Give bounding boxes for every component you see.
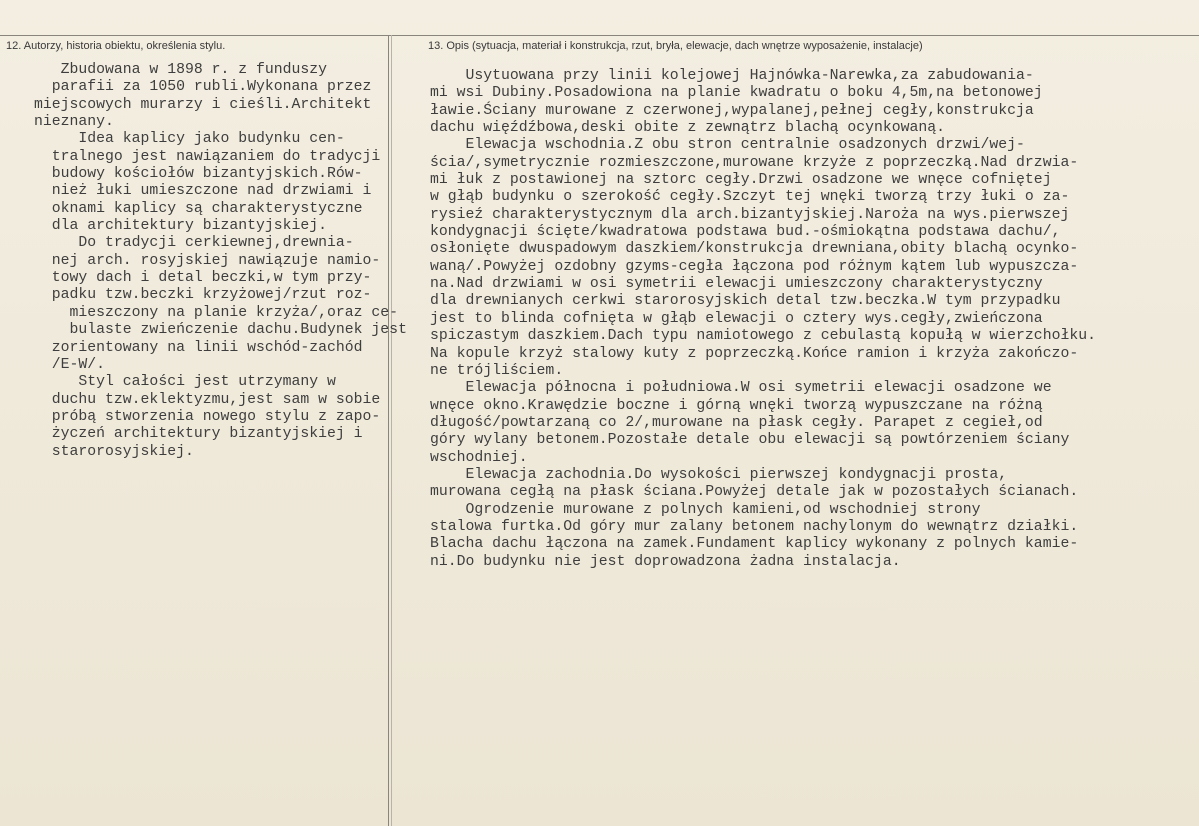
text-line: nież łuki umieszczone nad drzwiami i <box>34 183 372 200</box>
text-line: nieznany. <box>34 114 114 131</box>
text-line: Idea kaplicy jako budynku cen- <box>34 131 345 148</box>
text-line: ścia/,symetrycznie rozmieszczone,murowane krzyże z poprzeczką.Nad drzwia- <box>430 154 1079 171</box>
description-text-column <box>430 68 1096 571</box>
text-line: góry wylany betonem.Pozostałe detale obu elewacji są powtórzeniem ściany <box>430 432 1070 449</box>
text-line: nej arch. rosyjskiej nawiązuje namio- <box>34 252 381 269</box>
text-line: wschodniej. <box>430 449 528 466</box>
text-line: dla drewnianych cerkwi starorosyjskich detal tzw.beczka.W tym przypadku <box>430 293 1061 310</box>
text-line: ni.Do budynku nie jest doprowadzona żadna instalacja. <box>430 553 901 570</box>
text-line: dla architektury bizantyjskiej. <box>34 218 328 235</box>
text-line: zorientowany na linii wschód-zachód <box>34 339 363 356</box>
top-rule <box>0 35 1199 36</box>
text-line: próbą stworzenia nowego stylu z zapo- <box>34 408 381 425</box>
text-line: mi wsi Dubiny.Posadowiona na planie kwadratu o boku 4,5m,na betonowej <box>430 85 1043 102</box>
text-line: miejscowych murarzy i cieśli.Architekt <box>34 96 372 113</box>
text-line: tralnego jest nawiązaniem do tradycji <box>34 148 381 165</box>
text-line: mi łuk z postawionej na sztorc cegły.Drzwi osadzone we wnęce cofniętej <box>430 172 1052 189</box>
text-line: budowy kościołów bizantyjskich.Rów- <box>34 166 363 183</box>
text-line: mieszczony na planie krzyża/,oraz ce- <box>34 304 399 321</box>
text-line: stalowa furtka.Od góry mur zalany betonem nachylonym do wewnątrz działki. <box>430 518 1079 535</box>
text-line: rysieź charakterystycznym dla arch.bizantyjskiej.Naroża na wys.pierwszej <box>430 206 1070 223</box>
text-line: Elewacja północna i południowa.W osi symetrii elewacji osadzone we <box>430 380 1052 397</box>
text-line: ławie.Ściany murowane z czerwonej,wypalanej,pełnej cegły,konstrukcja <box>430 102 1034 119</box>
text-line: Styl całości jest utrzymany w <box>34 374 336 391</box>
text-line: jest to blinda cofnięta w głąb elewacji o cztery wys.cegły,zwieńczona <box>430 310 1043 327</box>
text-line: wnęce okno.Krawędzie boczne i górną wnęki tworzą wypuszczane na różną <box>430 397 1043 414</box>
text-line: murowana cegłą na płask ściana.Powyżej detale jak w pozostałych ścianach. <box>430 484 1079 501</box>
text-line: Na kopule krzyż stalowy kuty z poprzeczką.Końce ramion i krzyża zakończo- <box>430 345 1079 362</box>
text-line: Elewacja wschodnia.Z obu stron centralnie osadzonych drzwi/wej- <box>430 137 1025 154</box>
text-line: Elewacja zachodnia.Do wysokości pierwszej kondygnacji prosta, <box>430 466 1008 483</box>
text-line: padku tzw.beczki krzyżowej/rzut roz- <box>34 287 372 304</box>
text-line: starorosyjskiej. <box>34 443 194 460</box>
text-line: oknami kaplicy są charakterystyczne <box>34 200 363 217</box>
history-text-column <box>34 62 407 461</box>
text-line: osłonięte dwuspadowym daszkiem/konstrukcja drewniana,obity blachą ocynko- <box>430 241 1079 258</box>
text-line: Zbudowana w 1898 r. z funduszy <box>34 62 328 78</box>
text-line: /E-W/. <box>34 356 106 373</box>
text-line: Do tradycji cerkiewnej,drewnia- <box>34 235 354 252</box>
right-section-header: 13. Opis (sytuacja, materiał i konstrukcja, rzut, bryła, elewacje, dach wnętrze wyposażenie, instalacje) <box>428 40 923 52</box>
text-line: bulaste zwieńczenie dachu.Budynek jest <box>34 322 407 339</box>
text-line: dachu więźdźbowa,deski obite z zewnątrz blachą ocynkowaną. <box>430 120 946 137</box>
text-line: Ogrodzenie murowane z polnych kamieni,od wschodniej strony <box>430 501 981 518</box>
text-line: spiczastym daszkiem.Dach typu namiotowego z cebulastą kopułą w wierzchołku. <box>430 328 1096 345</box>
text-line: kondygnacji ścięte/kwadratowa podstawa bud.-ośmiokątna podstawa dachu/, <box>430 224 1061 241</box>
text-line: długość/powtarzaną co 2/,murowane na płask cegły. Parapet z cegieł,od <box>430 414 1043 431</box>
text-line: Usytuowana przy linii kolejowej Hajnówka-Narewka,za zabudowania- <box>430 68 1034 84</box>
text-line: duchu tzw.eklektyzmu,jest sam w sobie <box>34 391 381 408</box>
text-line: parafii za 1050 rubli.Wykonana przez <box>34 79 372 96</box>
text-line: Blacha dachu łączona na zamek.Fundament kaplicy wykonany z polnych kamie- <box>430 536 1079 553</box>
text-line: w głąb budynku o szerokość cegły.Szczyt tej wnęki tworzą trzy łuki o za- <box>430 189 1070 206</box>
text-line: towy dach i detal beczki,w tym przy- <box>34 270 372 287</box>
text-line: na.Nad drzwiami w osi symetrii elewacji umieszczony charakterystyczny <box>430 276 1043 293</box>
text-line: waną/.Powyżej ozdobny gzyms-cegła łączona pod różnym kątem lub wypuszcza- <box>430 258 1079 275</box>
text-line: życzeń architektury bizantyjskiej i <box>34 426 363 443</box>
text-line: ne trójliściem. <box>430 362 564 379</box>
left-section-header: 12. Autorzy, historia obiektu, określenia stylu. <box>6 40 226 52</box>
